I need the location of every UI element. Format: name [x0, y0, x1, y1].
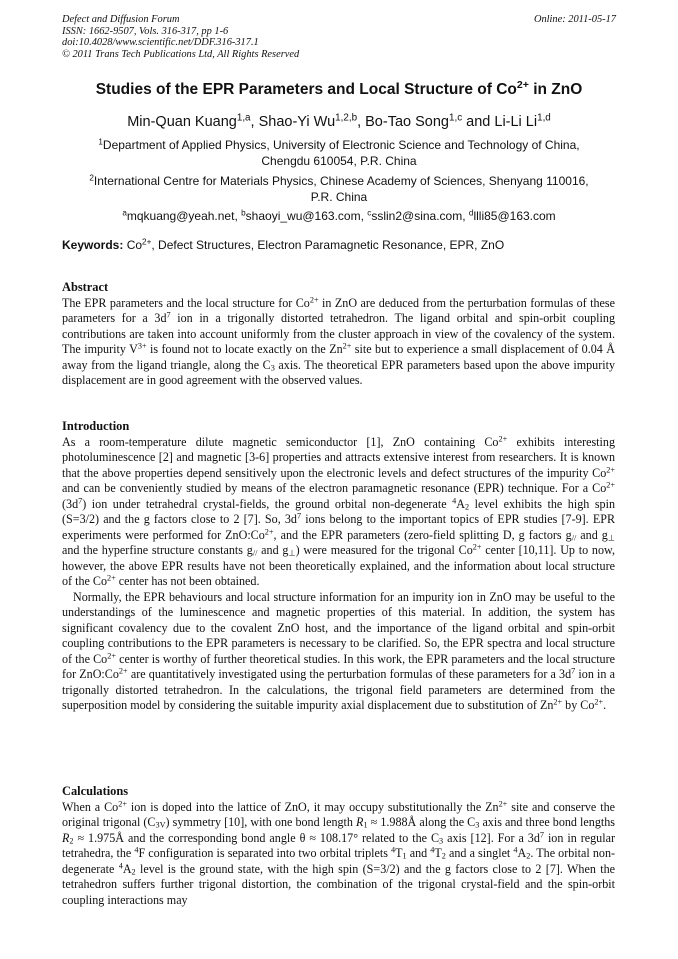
author-list	[30, 113, 648, 131]
author: Min-Quan Kuang$^{1,a}$,	[127, 112, 259, 130]
email-list: $^a$mqkuang@yeah.net, $^b$shaoyi_wu@163.com, $^c$sslin2@sina.com, $^d$llli85@163.com	[122, 208, 556, 223]
affiliation-1: $^1$Department of Applied Physics, University of Electronic Science and Technology of China, Chengdu 610054, P.R. China	[98, 137, 580, 168]
calculations-heading: Calculations	[62, 784, 129, 798]
journal-name: Defect and Diffusion Forum	[62, 14, 180, 25]
online-date: Online: 2011-05-17	[533, 14, 616, 25]
email-link[interactable]: $^b$shaoyi_wu@163.com	[241, 208, 361, 223]
keywords: Keywords: $Co^{2+}$, Defect Structures, Electron Paramagnetic Resonance, EPR, ZnO	[62, 237, 505, 252]
email-link[interactable]: $^a$mqkuang@yeah.net	[122, 208, 235, 223]
body-paragraph: When a $Co^{2+}$ ion is doped into the lattice of ZnO, it may occupy substitutionally the $Zn^{2+}$ site and conserve the original trigonal $(C_{3V})$ symmetry [10], with one bond length $R_1$ ≈ 1.988Å along the $C_3$ axis and three bond lengths $R_2$ ≈ 1.975Å and the corresponding bond angle θ ≈ 108.17° related to the $C_3$ axis [12]. For a $3d^7$ ion in regular tetrahedra, the $^4$F configuration is separated into two orbital triplets $^4T_1$ and $^4T_2$ and a singlet $^4A_2$. The orbital non-degenerate $^4A_2$ level is the ground state, with the high spin (S=3/2) and the g factors close to 2 [7]. When the tetrahedron suffers further trigonal distortion, the combination of the trigonal crystal-field and the spin-orbit coupling interactions may	[62, 798, 616, 907]
abstract-text: The EPR parameters and the local structure for $Co^{2+}$ in ZnO are deduced from the perturbation formulas of these parameters for a $3d^7$ ion in a trigonally distorted tetrahedron. The ligand orbital and spin-orbit coupling contributions are taken into account uniformly from the cluster approach in view of the covalency of the system. The impurity $V^{3+}$ is found not to locate exactly on the $Zn^{2+}$ site but to experience a small displacement of 0.04 Å away from the ligand triangle, along the $C_3$ axis. The theoretical EPR parameters based upon the above impurity displacement are in good agreement with the observed values.	[62, 294, 616, 387]
abstract-heading: Abstract	[62, 280, 109, 294]
affiliation-2: $^2$International Centre for Materials Physics, Chinese Academy of Sciences, Shenyang 110016, P.R. China	[89, 173, 589, 204]
email-link[interactable]: $^d$llli85@163.com	[468, 208, 556, 223]
introduction-heading: Introduction	[62, 419, 130, 433]
email-link[interactable]: $^c$sslin2@sina.com	[367, 208, 463, 223]
abstract-section	[62, 280, 615, 389]
paper-title: Studies of the EPR Parameters and Local Structure of $Co^{2+}$ in ZnO	[95, 79, 583, 98]
doi-line: doi:10.4028/www.scientific.net/DDF.316-317.1	[62, 37, 259, 48]
keywords-label: Keywords:	[62, 238, 124, 252]
author: Shao-Yi Wu$^{1,2,b}$,	[258, 112, 366, 130]
author: Li-Li Li$^{1,d}$	[494, 112, 551, 130]
body-paragraph: Normally, the EPR behaviours and local structure information for an impurity ion in ZnO may be useful to the understandings of the luminescence and magnetic properties of this material. In addition, the system has significant covalency due to the covalent ZnO host, and the importance of the ligand orbital and spin-orbit coupling contributions to the EPR parameters is necessary to be clarified. So, the EPR spectra and local structure of the $Co^{2+}$ center is worthy of further theoretical studies. In this work, the EPR parameters and the local structure for $ZnO:Co^{2+}$ are quantitatively investigated using the perturbation formulas of these parameters for a $3d^7$ ion in a trigonally distorted tetrahedron. In the calculations, the trigonal field parameters are determined from the superposition model by considering the suitable impurity axial displacement due to substitution of $Zn^{2+}$ by $Co^{2+}$.	[62, 589, 615, 712]
body-paragraph: As a room-temperature dilute magnetic semiconductor [1], ZnO containing $Co^{2+}$ exhibits interesting photoluminescence [2] and magnetic [3-6] properties and attracts extensive interest from researchers. It is known that the above properties depend sensitively upon the electronic levels and defect structures of the impurity $Co^{2+}$ and can be conveniently studied by means of the electron paramagnetic resonance (EPR) technique. For a $Co^{2+}$ $(3d^7)$ ion under tetrahedral crystal-fields, the ground orbital non-degenerate $^4A_2$ level exhibits the high spin (S=3/2) and the g factors close to 2 [7]. So, $3d^7$ ions belong to the important topics of EPR studies [7-9]. EPR experiments were performed for $ZnO:Co^{2+}$, and the EPR parameters (zero-field splitting D, g factors $g_{//}$ and $g_\perp$ and the hyperfine structure constants $g_{//}$ and $g_\perp$) were measured for the trigonal $Co^{2+}$ center [10,11]. Up to now, however, the above EPR results have not been theoretically explained, and the information about local structure of the $Co^{2+}$ center has not been obtained.	[62, 433, 616, 588]
calculations-section	[62, 784, 615, 908]
copyright-line: © 2011 Trans Tech Publications Ltd, All Rights Reserved	[62, 48, 300, 60]
issn-line: ISSN: 1662-9507, Vols. 316-317, pp 1-6	[62, 25, 229, 37]
author: Bo-Tao Song$^{1,c}$ and	[365, 112, 495, 130]
introduction-section	[62, 419, 615, 714]
journal-header	[62, 14, 616, 60]
